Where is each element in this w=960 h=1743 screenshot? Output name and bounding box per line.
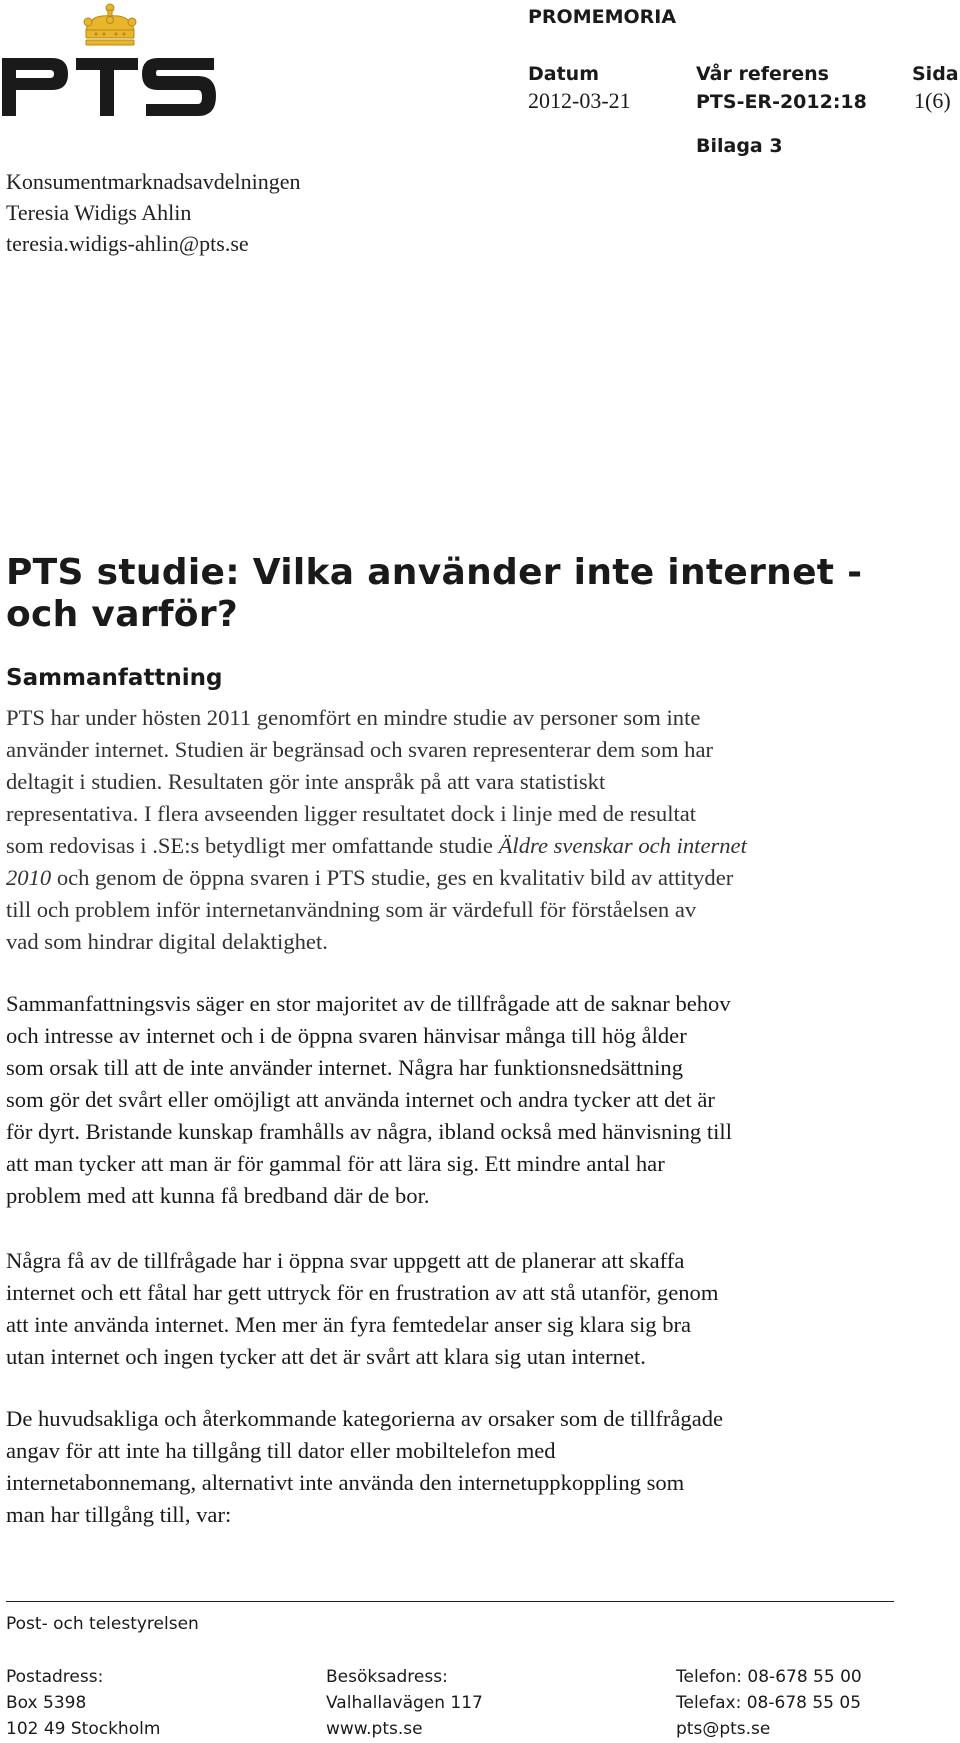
text-line: vad som hindrar digital delaktighet. <box>6 929 328 954</box>
text-line: att inte använda internet. Men mer än fyra femtedelar anser sig klara sig bra <box>6 1312 692 1337</box>
visit-label: Besöksadress: <box>326 1667 448 1687</box>
footer-contact <box>676 1664 862 1742</box>
page-value: 1(6) <box>914 88 951 113</box>
text-line: angav för att inte ha tillgång till dator eller mobiltelefon med <box>6 1438 556 1463</box>
text-line-with-italic <box>6 830 894 862</box>
title-line-2: och varför? <box>6 594 239 635</box>
text-line: och intresse av internet och i de öppna svaren hänvisar många till hög ålder <box>6 1023 687 1048</box>
summary-paragraph-4 <box>6 1403 894 1531</box>
sender-block <box>6 166 301 259</box>
summary-paragraph-3 <box>6 1245 894 1373</box>
sender-name: Teresia Widigs Ahlin <box>6 200 192 225</box>
website-link[interactable]: www.pts.se <box>326 1719 423 1739</box>
summary-paragraph-1 <box>6 702 894 958</box>
text-line: deltagit i studien. Resultaten gör inte anspråk på att vara statistiskt <box>6 769 606 794</box>
visit-street: Valhallavägen 117 <box>326 1693 483 1713</box>
date-label: Datum <box>528 63 599 85</box>
sender-department: Konsumentmarknadsavdelningen <box>6 169 301 194</box>
sender-email: teresia.widigs-ahlin@pts.se <box>6 231 249 256</box>
reference-value: PTS-ER-2012:18 <box>696 91 867 113</box>
text-line: utan internet och ingen tycker att det är svårt att klara sig utan internet. <box>6 1344 646 1369</box>
text-line: internetabonnemang, alternativt inte använda den internetuppkoppling som <box>6 1470 685 1495</box>
text-line: använder internet. Studien är begränsad och svaren representerar dem som har <box>6 737 714 762</box>
page-title <box>6 552 862 636</box>
text-line: De huvudsakliga och återkommande kategorierna av orsaker som de tillfrågade <box>6 1406 724 1431</box>
text-line: Sammanfattningsvis säger en stor majoritet av de tillfrågade att de saknar behov <box>6 991 731 1016</box>
text-line: man har tillgång till, var: <box>6 1502 232 1527</box>
email-link[interactable]: pts@pts.se <box>676 1719 771 1739</box>
postal-label: Postadress: <box>6 1667 104 1687</box>
document-type: PROMEMORIA <box>528 6 677 28</box>
footer-visiting-address <box>326 1664 483 1742</box>
postal-city: 102 49 Stockholm <box>6 1719 161 1739</box>
page-label: Sida <box>912 63 959 85</box>
footer-divider <box>6 1601 894 1602</box>
crown-icon <box>0 0 220 120</box>
text-line: internet och ett fåtal har gett uttryck för en frustration av att stå utanför, genom <box>6 1280 719 1305</box>
title-line-1: PTS studie: Vilka använder inte internet - <box>6 552 863 593</box>
text-line: till och problem inför internetanvändning som är värdefull för förståelsen av <box>6 897 697 922</box>
phone-number: Telefon: 08-678 55 00 <box>676 1667 862 1687</box>
text-fragment: och genom de öppna svaren i PTS studie, ges en kvalitativ bild av attityder <box>51 865 734 890</box>
text-line: som orsak till att de inte använder internet. Några har funktionsnedsättning <box>6 1055 683 1080</box>
footer-postal-address <box>6 1664 160 1742</box>
text-line: för dyrt. Bristande kunskap framhålls av några, ibland också med hänvisning till <box>6 1119 732 1144</box>
text-line-with-italic <box>6 862 894 894</box>
attachment-label: Bilaga 3 <box>696 135 783 157</box>
pts-logo <box>0 0 220 120</box>
date-value: 2012-03-21 <box>528 88 631 113</box>
text-line: representativa. I flera avseenden ligger resultatet dock i linje med de resultat <box>6 801 697 826</box>
text-line: att man tycker att man är för gammal för att lära sig. Ett mindre antal har <box>6 1151 665 1176</box>
reference-label: Vår referens <box>696 63 829 85</box>
summary-paragraph-2 <box>6 988 894 1212</box>
text-line: Några få av de tillfrågade har i öppna svar uppgett att de planerar att skaffa <box>6 1248 685 1273</box>
section-heading: Sammanfattning <box>6 665 223 691</box>
text-fragment: som redovisas i .SE:s betydligt mer omfattande studie <box>6 833 499 858</box>
fax-number: Telefax: 08-678 55 05 <box>676 1693 862 1713</box>
postal-box: Box 5398 <box>6 1693 87 1713</box>
text-line: PTS har under hösten 2011 genomfört en mindre studie av personer som inte <box>6 705 701 730</box>
study-title-italic: Äldre svenskar och internet <box>498 833 747 858</box>
study-year-italic: 2010 <box>6 865 52 890</box>
text-line: problem med att kunna få bredband där de bor. <box>6 1183 430 1208</box>
footer-organization: Post- och telestyrelsen <box>6 1614 199 1634</box>
text-line: som gör det svårt eller omöjligt att använda internet och andra tycker att det är <box>6 1087 715 1112</box>
